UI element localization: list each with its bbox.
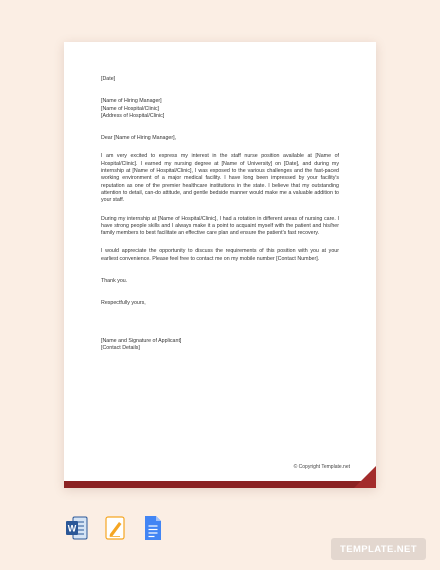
paragraph-3: I would appreciate the opportunity to discuss the requirements of this position with you at your earliest convenience. Please feel free to contact me on my mobile number [Contact Number]. bbox=[101, 248, 339, 262]
recipient-manager: [Name of Hiring Manager] bbox=[101, 98, 162, 105]
letter-date: [Date] bbox=[101, 76, 116, 82]
signature-line: [Name and Signature of Applicant] bbox=[101, 337, 182, 344]
thanks-line: Thank you. bbox=[101, 278, 128, 285]
paragraph-2: During my internship at [Name of Hospital/Clinic], I had a rotation in different areas of nursing care. I have strong people skills and I always make it a point to acquaint myself with the patient and his/her family members to best facilitate an effective care plan and ensure the patient's fast recovery. bbox=[101, 215, 339, 237]
brand-watermark: TEMPLATE.NET bbox=[331, 538, 426, 560]
letter-document bbox=[64, 42, 376, 488]
word-icon-letter: W bbox=[67, 523, 77, 534]
salutation: Dear [Name of Hiring Manager], bbox=[101, 135, 177, 142]
footer-band-corner bbox=[354, 466, 376, 488]
letter-body bbox=[101, 76, 339, 352]
closing-line: Respectfully yours, bbox=[101, 300, 146, 307]
footer-band bbox=[64, 481, 376, 488]
contact-line: [Contact Details] bbox=[101, 344, 140, 351]
google-docs-icon[interactable] bbox=[142, 514, 164, 542]
word-icon[interactable] bbox=[66, 514, 88, 542]
pages-icon[interactable] bbox=[104, 514, 126, 542]
recipient-hospital: [Name of Hospital/Clinic] bbox=[101, 105, 159, 112]
recipient-address: [Address of Hospital/Clinic] bbox=[101, 112, 165, 119]
paragraph-1: I am very excited to express my interest in the staff nurse position available at [Name of Hospital/Clinic]. I earned my nursing degree at [Name of University] on [Date], and during my internship at [Name of Hospital/Clinic], I was exposed to the various challenges and the fast-paced working environment of a major medical facility. I have long been impressed by your facility's reputation as one of the premier healthcare institutions in the state. I believe that my outstanding attention to detail, can-do attitude, and gentle bedside manner would make me a valuable addition to your staff. bbox=[101, 153, 339, 204]
copyright-notice: © Copyright Template.net bbox=[293, 464, 350, 470]
app-icons bbox=[66, 514, 164, 542]
